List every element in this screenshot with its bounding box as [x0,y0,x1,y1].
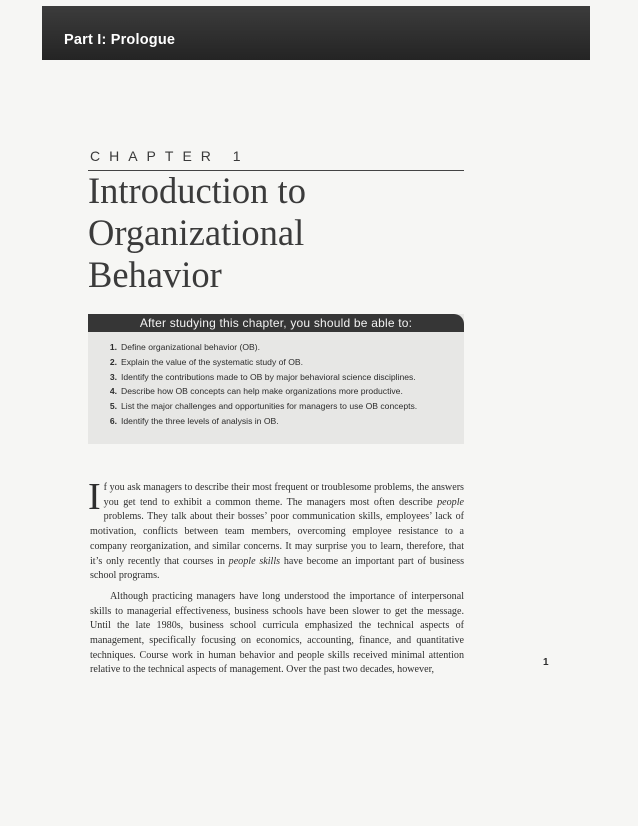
objective-text: Identify the contributions made to OB by major behavioral science disciplines. [121,371,416,382]
drop-cap: I [88,476,101,518]
page-number: 1 [543,657,549,668]
chapter-title-line: Introduction to [88,170,306,211]
objective-text: Define organizational behavior (OB). [121,342,261,352]
objective-number: 3. [109,371,117,382]
objective-number: 4. [109,386,117,397]
body-text-run: have become an important part of business school programs. [90,555,464,582]
objective-item [104,355,464,370]
body-text-run: problems. They talk about their bosses’ poor communication skills, employees’ lack of motivation, conflicts between team members, overcoming employee resistance to a company reorganization, and similar concerns. It may surprise you to learn, therefore, that it’s only recently that courses in [90,511,464,567]
chapter-title [88,170,468,296]
chapter-title-line: Behavior [88,254,222,295]
objective-number: 2. [109,356,117,367]
chapter-body [88,476,464,678]
body-paragraph [88,476,464,584]
objective-item [104,399,464,414]
learning-objectives-header: After studying this chapter, you should be able to: [88,314,464,332]
objective-number: 1. [109,342,117,352]
objective-item [104,384,464,399]
body-text-run: f you ask managers to describe their most frequent or troublesome problems, the answers you get tend to exhibit a common theme. The managers most often describe [103,482,464,508]
objective-text: Identify the three levels of analysis in OB. [121,415,279,426]
chapter-title-line: Organizational [88,212,305,253]
objective-item [104,414,464,429]
emphasis-text: people [437,496,464,508]
objective-number: 5. [109,401,117,412]
learning-objectives-list [88,332,464,429]
objective-text: Explain the value of the systematic study of OB. [121,356,303,367]
chapter-label: CHAPTER 1 [90,148,250,164]
part-title: Part I: Prologue [64,32,176,48]
objective-text: Describe how OB concepts can help make organizations more productive. [121,386,403,397]
objective-number: 6. [109,415,117,426]
objective-item [104,370,464,385]
body-paragraph: Although practicing managers have long understood the importance of interpersonal skills to managerial effectiveness, business schools have been slower to get the message. Until the late 1980s, business school curricula emphasized the technical aspects of management, specifically focusing on economics, accounting, finance, and quantitative techniques. Course work in human behavior and people skills received minimal attention relative to the technical aspects of management. Over the past two decades, however, [90,590,464,676]
part-header-band [42,6,590,60]
objective-text: List the major challenges and opportunities for managers to use OB concepts. [121,401,418,412]
objective-item [104,340,464,355]
learning-objectives-box [88,314,464,444]
emphasis-text: people skills [228,555,281,567]
